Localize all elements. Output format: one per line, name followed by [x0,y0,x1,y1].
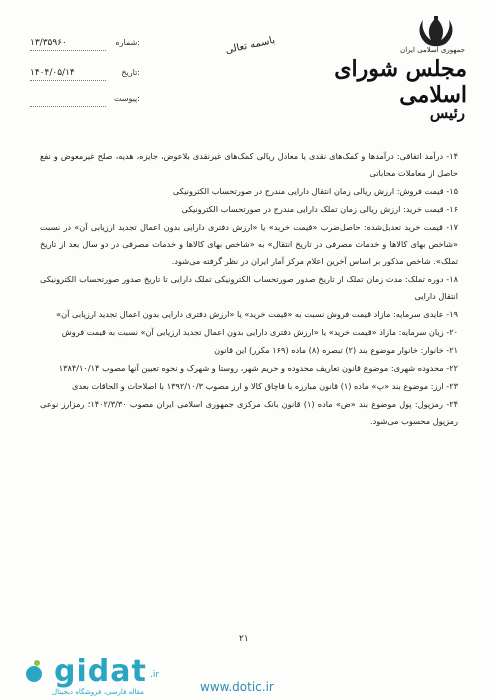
clause-15: ۱۵- قیمت فروش: ارزش ریالی زمان انتقال دارایی مندرج در صورتحساب الکترونیکی [172,186,458,196]
gidat-logo[interactable] [12,654,172,694]
clause-17: ۱۷- قیمت خرید تعدیل‌شده: حاصل‌ضرب «قیمت خرید» یا «ارزش دفتری دارایی بدون اعمال تجدید ارزیابی آن» در نسبت «شاخص بهای کالاها و خدمات مصرفی در تاریخ انتقال» به «شاخص بهای کالاها و خدمات مصرفی در دو سال بعد از تاریخ تملک». شاخص مذکور بر اساس آخرین اعلام مرکز آمار ایران در نظر گرفته می‌شود. [40,222,458,266]
org-title: مجلس شورای اسلامی [334,56,467,108]
bismillah-text: باسمه تعالی [224,34,277,57]
clause-16: ۱۶- قیمت خرید: ارزش ریالی زمان تملک دارایی مندرج در صورتحساب الکترونیکی [181,204,458,214]
date-label: تاریخ: [121,68,140,77]
clause-14: ۱۴- درآمد اتفاقی: درآمدها و کمک‌های نقدی یا معادل ریالی کمک‌های غیرنقدی بلاعوض، جایزه، هدیه، صلح غیرمعوض و نفع حاصل از معاملات محاباتی [40,151,458,178]
attachment-field [30,94,140,108]
clause-21: ۲۱- خانوار: خانوار موضوع بند (۲) تبصره (۸) ماده (۱۶۹ مکرر) این قانون [214,345,458,355]
clause-22: ۲۲- محدوده شهری: موضوع قانون تعاریف محدوده و حریم شهر، روستا و شهرک و نحوه تعیین آنها مصوب ۱۳۸۴/۱۰/۱۴ [58,363,458,373]
logo-text: gidat [54,654,147,689]
number-label: شماره: [115,38,140,47]
website-link[interactable]: www.dotic.ir [200,680,274,694]
clause-23: ۲۳- ارز: موضوع بند «پ» ماده (۱) قانون مبارزه با قاچاق کالا و ارز مصوب ۱۳۹۲/۱۰/۳ با اصلاحات و الحاقات بعدی [71,381,458,391]
logo-tagline: مقاله فارسی، فروشگاه دیجیتال [52,688,144,696]
number-field [30,38,140,52]
page-number: ۲۱ [239,634,249,644]
clause-20: ۲۰- زیان سرمایه: مازاد «قیمت خرید» یا «ارزش دفتری دارایی بدون اعمال تجدید ارزیابی آن» نسبت به قیمت فروش [61,327,458,337]
clause-18: ۱۸- دوره تملک: مدت زمان تملک از تاریخ صدور صورتحساب الکترونیکی تملک دارایی تا تاریخ صدور صورتحساب الکترونیکی انتقال دارایی [40,274,458,301]
logo-accent-icon [34,660,40,666]
date-value: ۱۴۰۴/۰۵/۱۴ [30,68,75,78]
org-small-label: جمهوری اسلامی ایران [400,46,465,54]
date-field [30,68,140,82]
attachment-label: پیوست: [113,94,140,103]
clause-19: ۱۹- عایدی سرمایه: مازاد قیمت فروش نسبت به «قیمت خرید» یا «ارزش دفتری دارایی بدون اعمال تجدید ارزیابی آن» [56,309,458,319]
role-title: رئیس [429,104,465,122]
document-body [40,148,458,431]
logo-dot-icon [26,666,42,682]
logo-tld: .ir [150,670,160,680]
clause-24: ۲۴- رمزپول: پول موضوع بند «ض» ماده (۱) قانون بانک مرکزی جمهوری اسلامی ایران مصوب ۱۴۰۲/۳/۳۰؛ رمزارز نوعی رمزپول محسوب می‌شود. [40,399,458,426]
number-value: ۱۳/۳۵۹۶۰ [30,38,67,48]
